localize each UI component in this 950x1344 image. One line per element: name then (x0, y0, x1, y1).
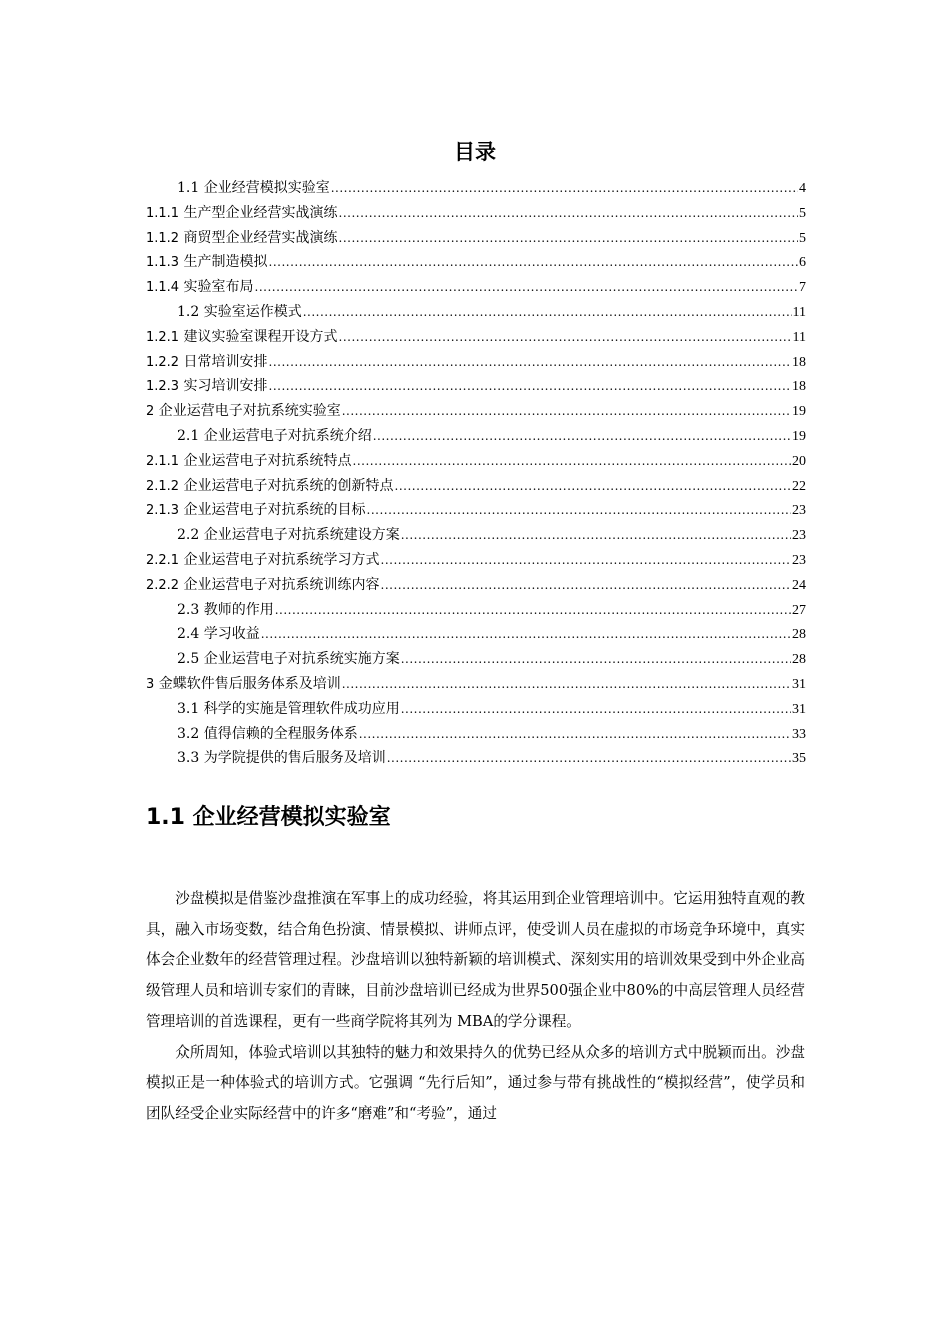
toc-entry[interactable] (146, 176, 806, 201)
toc-entry[interactable] (146, 226, 806, 251)
toc-entry-text (146, 250, 268, 276)
toc-entry[interactable] (146, 350, 806, 375)
toc-entry-text (177, 622, 260, 647)
toc-entry[interactable] (146, 250, 806, 275)
toc-title: 目录 (454, 140, 496, 164)
toc-dot-leader (339, 201, 798, 226)
toc-entry[interactable] (146, 399, 806, 424)
toc-entry-page: 11 (792, 304, 806, 320)
toc-entry-number: 1.1.1 (146, 205, 180, 221)
toc-entry-page: 19 (792, 404, 806, 420)
toc-entry-title: 3.1 科学的实施是管理软件成功应用 (177, 700, 400, 717)
toc-entry-title: 2.2 企业运营电子对抗系统建设方案 (177, 527, 400, 544)
toc-entry-page: 7 (799, 280, 806, 296)
toc-dot-leader (359, 722, 791, 747)
toc-entry-text (146, 325, 338, 351)
toc-dot-leader (373, 424, 791, 449)
toc-entry-text (177, 424, 372, 449)
toc-entry-page: 23 (792, 552, 806, 568)
toc-entry-number: 2 (146, 404, 155, 420)
toc-entry-number: 3 (146, 676, 155, 692)
toc-entry-number: 1.2.1 (146, 329, 180, 345)
section-body (146, 884, 805, 1130)
toc-entry-number: 2.1.3 (146, 503, 180, 519)
toc-entry-title: 实习培训安排 (183, 378, 268, 395)
toc-entry[interactable] (146, 523, 806, 548)
toc-entry-title: 企业运营电子对抗系统训练内容 (183, 576, 380, 593)
toc-entry[interactable] (146, 697, 806, 722)
toc-entry-page: 19 (792, 428, 806, 444)
toc-dot-leader (339, 325, 792, 350)
toc-entry-number: 2.2.1 (146, 552, 180, 568)
toc-entry[interactable] (146, 424, 806, 449)
toc-entry-text (146, 226, 338, 252)
toc-entry-page: 20 (792, 453, 806, 469)
toc-entry-title: 生产型企业经营实战演练 (183, 204, 338, 221)
toc-entry-text (177, 647, 400, 672)
toc-dot-leader (367, 498, 791, 523)
toc-dot-leader (401, 697, 791, 722)
toc-entry[interactable] (146, 498, 806, 523)
toc-dot-leader (401, 647, 791, 672)
toc-dot-leader (339, 226, 798, 251)
toc-entry-text (177, 300, 302, 325)
toc-entry-title: 建议实验室课程开设方式 (183, 328, 338, 345)
section-heading: 1.1 企业经营模拟实验室 (146, 805, 391, 830)
toc-entry-title: 生产制造模拟 (183, 254, 268, 271)
toc-entry-title: 企业运营电子对抗系统学习方式 (183, 551, 380, 568)
toc-entry-page: 5 (799, 230, 806, 246)
toc-dot-leader (342, 399, 791, 424)
toc-entry-text (177, 176, 330, 201)
toc-entry-page: 11 (792, 329, 806, 345)
toc-entry-page: 18 (792, 379, 806, 395)
toc-entry[interactable] (146, 300, 806, 325)
toc-entry-page: 31 (792, 701, 806, 717)
toc-dot-leader (387, 746, 791, 771)
toc-entry-page: 5 (799, 205, 806, 221)
toc-entry-text (177, 598, 274, 623)
toc-entry[interactable] (146, 598, 806, 623)
toc-entry-title: 企业运营电子对抗系统特点 (183, 452, 352, 469)
toc-entry-text (177, 523, 400, 548)
toc-entry-number: 1.2.3 (146, 379, 180, 395)
toc-entry-page: 33 (792, 726, 806, 742)
toc-entry-text (146, 275, 254, 301)
toc-entry-number: 2.1.1 (146, 453, 180, 469)
toc-entry-page: 27 (792, 602, 806, 618)
toc-entry-text (146, 350, 268, 376)
toc-entry[interactable] (146, 548, 806, 573)
toc-entry-text (146, 399, 341, 425)
body-paragraph: 沙盘模拟是借鉴沙盘推演在军事上的成功经验，将其运用到企业管理培训中。它运用独特直观的教具，融入市场变数，结合角色扮演、情景模拟、讲师点评，使受训人员在虚拟的市场竞争环境中，真实体会企业数年的经营管理过程。沙盘培训以独特新颖的培训模式、深刻实用的培训效果受到中外企业高级管理人员和培训专家们的青睐，目前沙盘培训已经成为世界500强企业中80%的中高层管理人员经营管理培训的首选课程，更有一些商学院将其列为 MBA的学分课程。 (146, 890, 805, 1030)
toc-dot-leader (269, 350, 791, 375)
toc-entry-page: 35 (792, 751, 806, 767)
toc-entry-page: 28 (792, 627, 806, 643)
toc-entry[interactable] (146, 201, 806, 226)
toc-entry-text (146, 672, 341, 698)
toc-entry-number: 1.1.4 (146, 280, 180, 296)
toc-entry-title: 2.5 企业运营电子对抗系统实施方案 (177, 651, 400, 668)
toc-entry-number: 2.1.2 (146, 478, 180, 494)
toc-dot-leader (275, 598, 791, 623)
toc-entry-title: 商贸型企业经营实战演练 (183, 229, 338, 246)
toc-dot-leader (395, 474, 791, 499)
body-paragraph: 众所周知，体验式培训以其独特的魅力和效果持久的优势已经从众多的培训方式中脱颖而出。沙盘模拟正是一种体验式的培训方式。它强调 “先行后知”，通过参与带有挑战性的“模拟经营”，使学员和团队经受企业实际经营中的许多“磨难”和“考验”，通过 (146, 1043, 805, 1122)
toc-entry-page: 22 (792, 478, 806, 494)
toc-entry-title: 金蝶软件售后服务体系及培训 (158, 675, 341, 692)
toc-entry-title: 企业运营电子对抗系统的创新特点 (183, 477, 394, 494)
toc-entry-number: 1.2.2 (146, 354, 180, 370)
toc-entry-title: 2.3 教师的作用 (177, 601, 274, 618)
toc-entry[interactable] (146, 573, 806, 598)
toc-dot-leader (303, 300, 792, 325)
toc-entry-title: 1.1 企业经营模拟实验室 (177, 180, 330, 196)
toc-entry-title: 1.2 实验室运作模式 (177, 303, 302, 320)
toc-entry-page: 31 (792, 676, 806, 692)
toc-entry[interactable] (146, 449, 806, 474)
toc-entry-page: 24 (792, 577, 806, 593)
toc-entry[interactable] (146, 672, 806, 697)
toc-entry[interactable] (146, 647, 806, 672)
toc-dot-leader (353, 449, 791, 474)
toc-entry-text (146, 573, 380, 599)
toc-entry-title: 2.4 学习收益 (177, 626, 260, 643)
toc-entry-page: 23 (792, 503, 806, 519)
toc-entry[interactable] (146, 374, 806, 399)
toc-entry-text (177, 697, 400, 722)
toc-entry-title: 企业运营电子对抗系统实验室 (158, 403, 341, 420)
toc-dot-leader (269, 374, 791, 399)
toc-dot-leader (381, 573, 791, 598)
toc-dot-leader (342, 672, 791, 697)
toc-entry-page: 28 (792, 652, 806, 668)
toc-entry-number: 1.1.2 (146, 230, 180, 246)
toc-entry[interactable] (146, 474, 806, 499)
toc-entry-text (177, 722, 358, 747)
toc-entry-page: 23 (792, 528, 806, 544)
toc-entry-page: 4 (799, 181, 806, 196)
toc-entry-number: 1.1.3 (146, 255, 180, 271)
toc-dot-leader (261, 622, 791, 647)
toc-entry-text (146, 498, 366, 524)
toc-entry-text (146, 474, 394, 500)
toc-dot-leader (381, 548, 791, 573)
toc-entry-page: 6 (799, 255, 806, 271)
toc-entry[interactable] (146, 722, 806, 747)
toc-entry-text (146, 449, 352, 475)
toc-entry[interactable] (146, 325, 806, 350)
toc-entry-title: 3.3 为学院提供的售后服务及培训 (177, 750, 386, 767)
toc-entry-text (177, 746, 386, 771)
toc-dot-leader (331, 176, 798, 201)
toc-entry[interactable] (146, 275, 806, 300)
toc-entry-title: 2.1 企业运营电子对抗系统介绍 (177, 427, 372, 444)
toc-entry-title: 实验室布局 (183, 279, 254, 296)
toc-entry-text (146, 374, 268, 400)
toc-entry-page: 18 (792, 354, 806, 370)
toc-entry-title: 3.2 值得信赖的全程服务体系 (177, 725, 358, 742)
toc-entry-text (146, 548, 380, 574)
toc-entry[interactable] (146, 746, 806, 771)
toc-dot-leader (269, 250, 798, 275)
toc-entry[interactable] (146, 622, 806, 647)
toc-entry-text (146, 201, 338, 227)
toc-entry-title: 企业运营电子对抗系统的目标 (183, 502, 366, 519)
toc-entry-number: 2.2.2 (146, 577, 180, 593)
table-of-contents (146, 176, 806, 771)
toc-dot-leader (255, 275, 798, 300)
toc-dot-leader (401, 523, 791, 548)
toc-entry-title: 日常培训安排 (183, 353, 268, 370)
